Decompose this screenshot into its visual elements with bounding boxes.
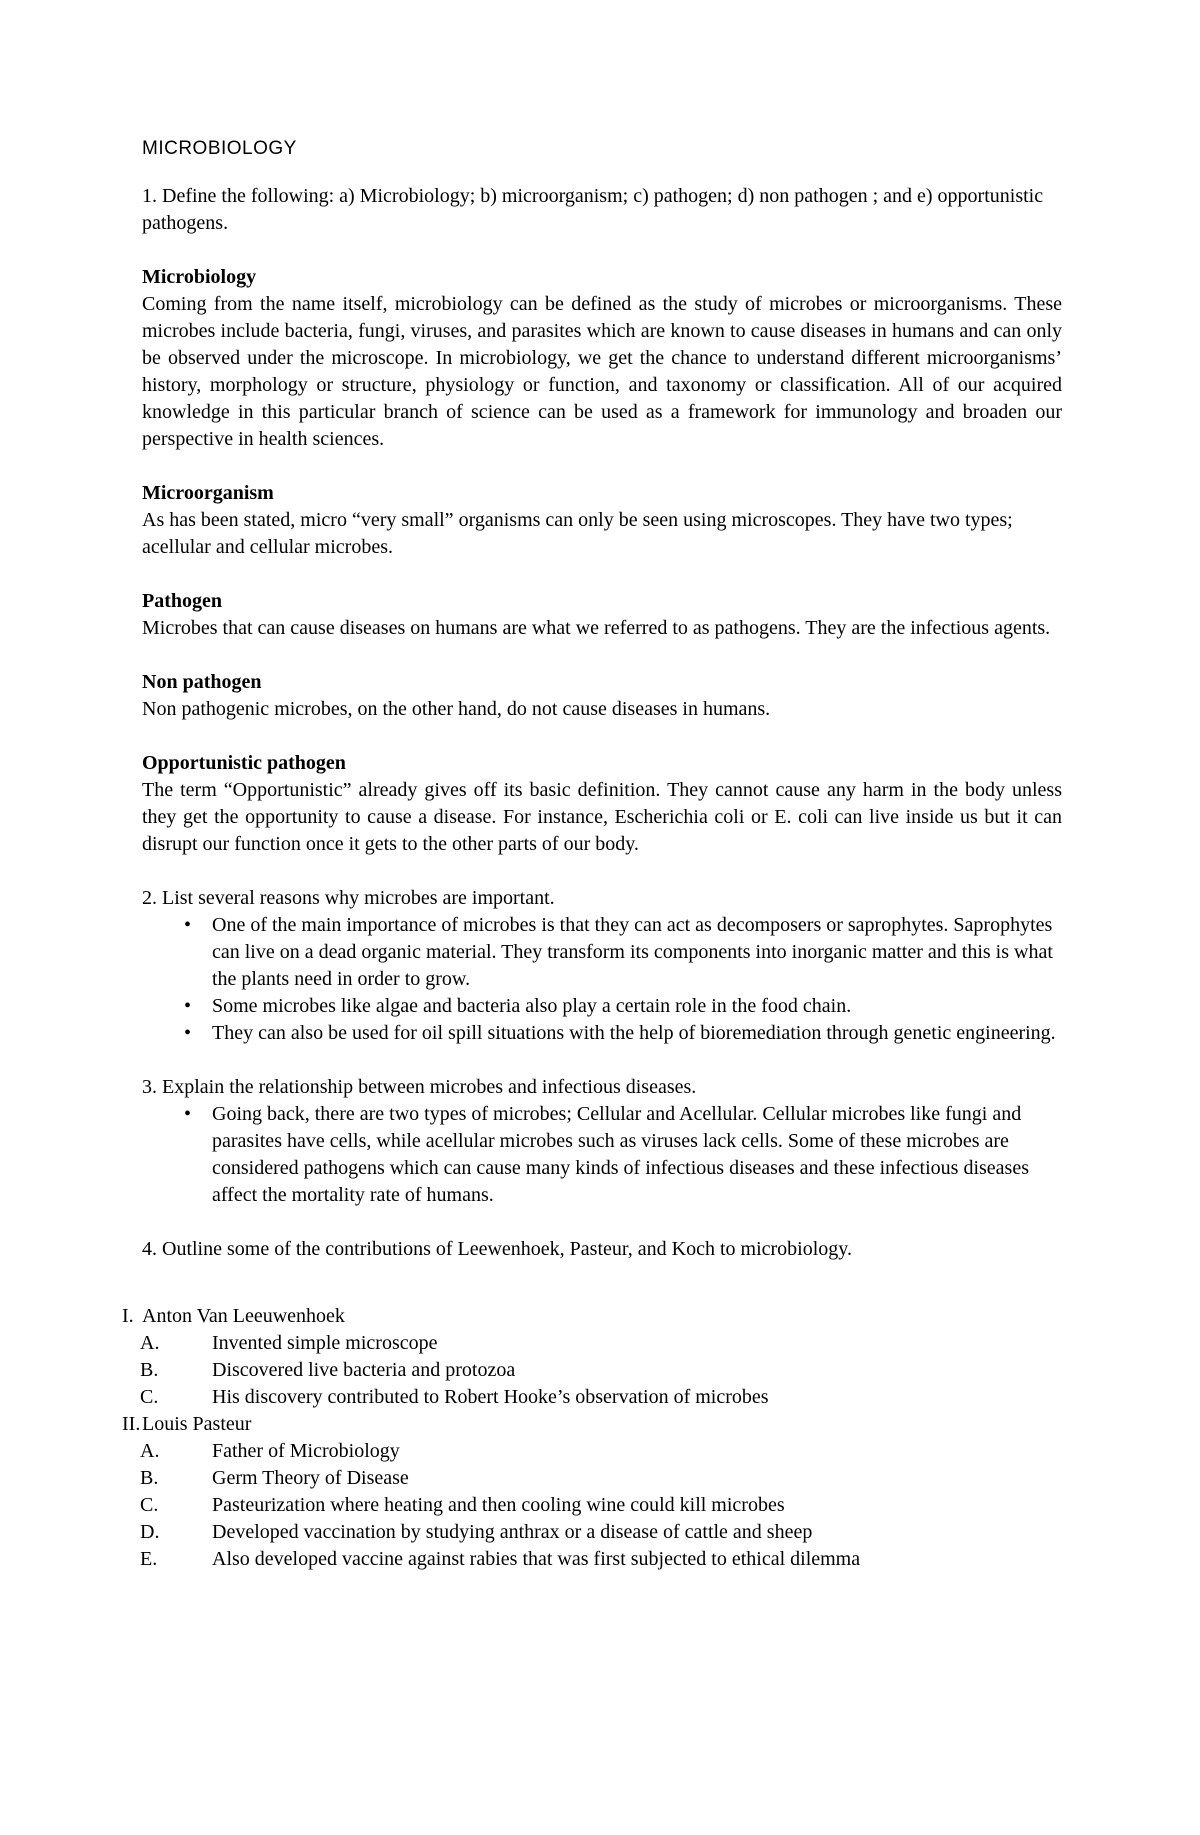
definition-pathogen [142,588,1062,642]
question-2-bullets [142,912,1062,1047]
outline-item [122,1546,1062,1573]
list-item-text: Going back, there are two types of microbes; Cellular and Acellular. Cellular microbes like fungi and parasites have cells, while acellular microbes such as viruses lack cells. Some of these microbes are considered pathogens which can cause many kinds of infectious diseases and these infectious diseases affect the mortality rate of humans. [212,1102,1029,1206]
question-1: 1. Define the following: a) Microbiology; b) microorganism; c) pathogen; d) non pathogen ; and e) opportunistic pathogens. [142,184,1044,234]
outline-item [122,1465,1062,1492]
question-2: 2. List several reasons why microbes are important. [142,886,555,909]
outline-text: Developed vaccination by studying anthrax or a disease of cattle and sheep [212,1520,813,1543]
list-item [184,912,1062,993]
question-3: 3. Explain the relationship between microbes and infectious diseases. [142,1075,697,1098]
outline-item [122,1357,1062,1384]
outline-text: Discovered live bacteria and protozoa [212,1358,516,1381]
list-item [184,1101,1062,1209]
outline-item [122,1492,1062,1519]
list-item-text: Some microbes like algae and bacteria also play a certain role in the food chain. [212,994,852,1017]
definition-heading: Microorganism [142,481,274,504]
definition-text: Non pathogenic microbes, on the other hand, do not cause diseases in humans. [142,697,771,720]
document-body [122,136,1062,1573]
bullet-icon: • [184,1021,192,1044]
outline-item [122,1519,1062,1546]
outline-letter: E. [140,1547,158,1570]
outline-letter: B. [140,1358,159,1381]
outline-letter: D. [140,1520,160,1543]
definition-heading: Pathogen [142,589,222,612]
definition-text: As has been stated, micro “very small” organisms can only be seen using microscopes. They have two types; acellular and cellular microbes. [142,508,1013,558]
outline-group-pasteur [122,1411,1062,1573]
outline-heading [122,1303,1062,1330]
outline-text: Invented simple microscope [212,1331,438,1354]
outline-letter: A. [140,1331,160,1354]
scientist-name: Louis Pasteur [142,1412,252,1435]
scientist-name: Anton Van Leeuwenhoek [142,1304,345,1327]
list-item-text: They can also be used for oil spill situations with the help of bioremediation through genetic engineering. [212,1021,1056,1044]
outline-heading [122,1411,1062,1438]
definition-heading: Opportunistic pathogen [142,751,346,774]
definition-microbiology [142,264,1062,453]
list-item-text: One of the main importance of microbes is that they can act as decomposers or saprophytes. Saprophytes can live on a dead organic material. They transform its components into inorganic matter and this is what the plants need in order to grow. [212,913,1053,990]
definition-text: Coming from the name itself, microbiology can be defined as the study of microbes or microorganisms. These microbes include bacteria, fungi, viruses, and parasites which are known to cause diseases in humans and can only be observed under the microscope. In microbiology, we get the chance to understand different microorganisms’ history, morphology or structure, physiology or function, and taxonomy or classification. All of our acquired knowledge in this particular branch of science can be used as a framework for immunology and broaden our perspective in health sciences. [142,292,1062,450]
roman-numeral: II. [122,1412,141,1435]
bullet-icon: • [184,913,192,936]
outline-text: Father of Microbiology [212,1439,400,1462]
outline-item [122,1330,1062,1357]
definition-heading: Non pathogen [142,670,262,693]
question-4: 4. Outline some of the contributions of Leewenhoek, Pasteur, and Koch to microbiology. [142,1237,852,1260]
bullet-icon: • [184,994,192,1017]
list-item [184,993,1062,1020]
roman-numeral: I. [122,1304,134,1327]
outline-letter: C. [140,1385,159,1408]
bullet-icon: • [184,1102,192,1125]
document-title: MICROBIOLOGY [142,138,297,159]
definition-text: The term “Opportunistic” already gives off its basic definition. They cannot cause any harm in the body unless they get the opportunity to cause a disease. For instance, Escherichia coli or E. coli can live inside us but it can disrupt our function once it gets to the other parts of our body. [142,778,1062,855]
contributions-outline [122,1303,1062,1573]
definition-text: Microbes that can cause diseases on humans are what we referred to as pathogens. They are the infectious agents. [142,616,1051,639]
outline-group-leeuwenhoek [122,1303,1062,1411]
outline-letter: B. [140,1466,159,1489]
outline-text: Also developed vaccine against rabies that was first subjected to ethical dilemma [212,1547,861,1570]
definition-opportunistic-pathogen [142,750,1062,858]
outline-letter: C. [140,1493,159,1516]
list-item [184,1020,1062,1047]
outline-text: His discovery contributed to Robert Hooke’s observation of microbes [212,1385,769,1408]
outline-letter: A. [140,1439,160,1462]
outline-text: Pasteurization where heating and then cooling wine could kill microbes [212,1493,785,1516]
outline-item [122,1438,1062,1465]
definition-microorganism [142,480,1062,561]
definition-non-pathogen [142,669,1062,723]
question-3-bullets [142,1101,1062,1209]
definition-heading: Microbiology [142,265,257,288]
outline-text: Germ Theory of Disease [212,1466,409,1489]
outline-item [122,1384,1062,1411]
